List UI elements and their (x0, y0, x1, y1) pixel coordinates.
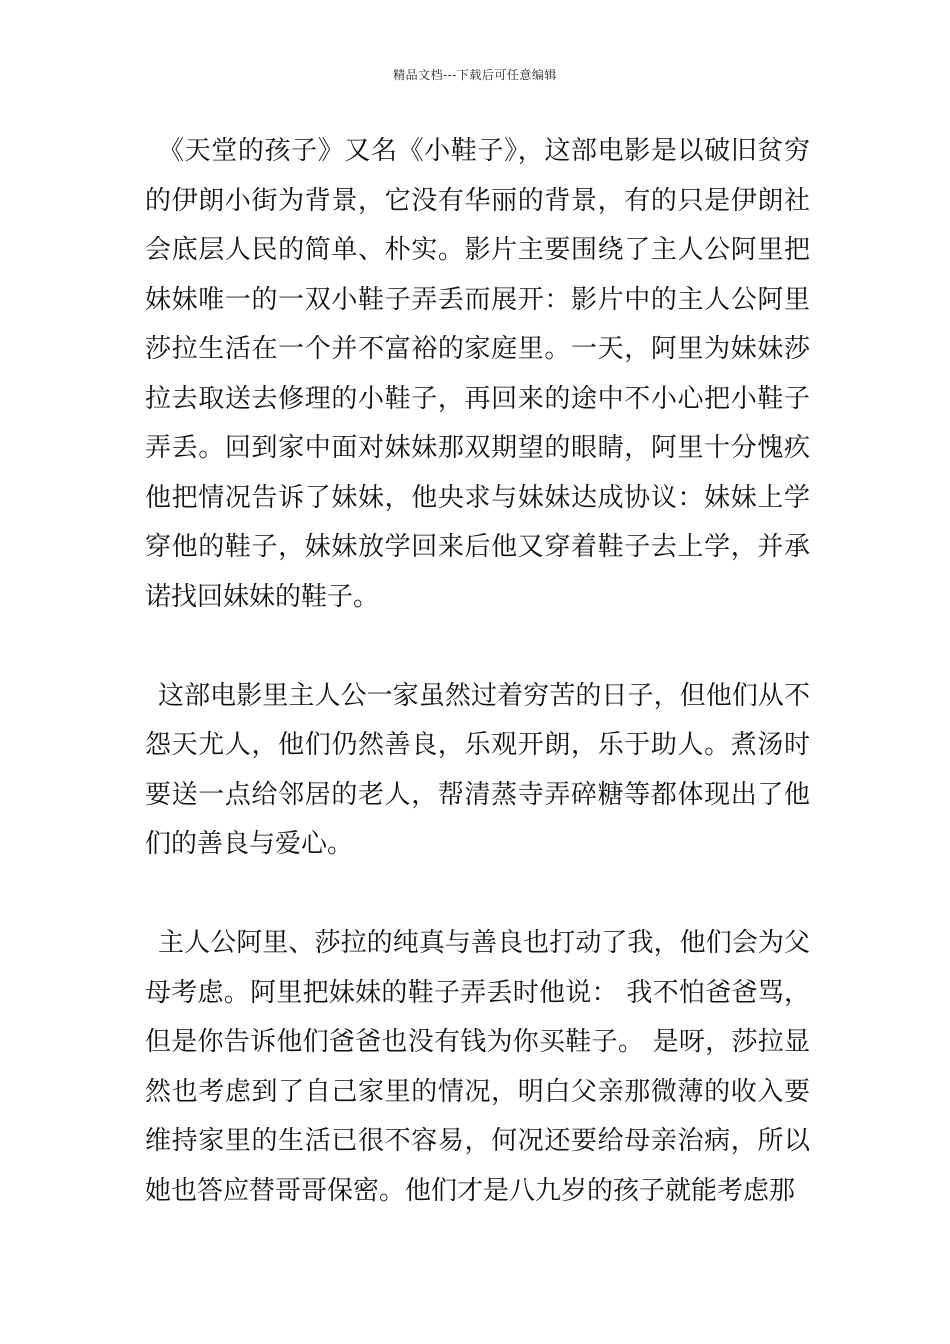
page-header: 精品文档---下载后可任意编辑 (393, 68, 557, 82)
document-body (145, 127, 810, 1216)
paragraph-2: 这部电影里主人公一家虽然过着穷苦的日子，但他们从不怨天尤人，他们仍然善良，乐观开朗，乐于助人。煮汤时要送一点给邻居的老人，帮清蒸寺弄碎糖等都体现出了他们的善良与爱心。 (145, 680, 810, 859)
paragraph-3: 主人公阿里、莎拉的纯真与善良也打动了我，他们会为父母考虑。阿里把妹妹的鞋子弄丢时他说： 我不怕爸爸骂，但是你告诉他们爸爸也没有钱为你买鞋子。 是呀，莎拉显然也考虑到了自己家里的情况，明白父亲那微薄的收入要维持家里的生活已很不容易，何况还要给母亲治病，所以她也答应替哥哥保密。他们才是八九岁的孩子就能考虑那 (145, 928, 810, 1206)
paragraph-1: 《天堂的孩子》又名《小鞋子》，这部电影是以破旧贫穷的伊朗小街为背景，它没有华丽的背景，有的只是伊朗社会底层人民的简单、朴实。影片主要围绕了主人公阿里把妹妹唯一的一双小鞋子弄丢而展开：影片中的主人公阿里莎拉生活在一个并不富裕的家庭里。一天，阿里为妹妹莎拉去取送去修理的小鞋子，再回来的途中不小心把小鞋子弄丢。回到家中面对妹妹那双期望的眼睛，阿里十分愧疚他把情况告诉了妹妹，他央求与妹妹达成协议：妹妹上学穿他的鞋子，妹妹放学回来后他又穿着鞋子去上学，并承诺找回妹妹的鞋子。 (145, 136, 810, 612)
